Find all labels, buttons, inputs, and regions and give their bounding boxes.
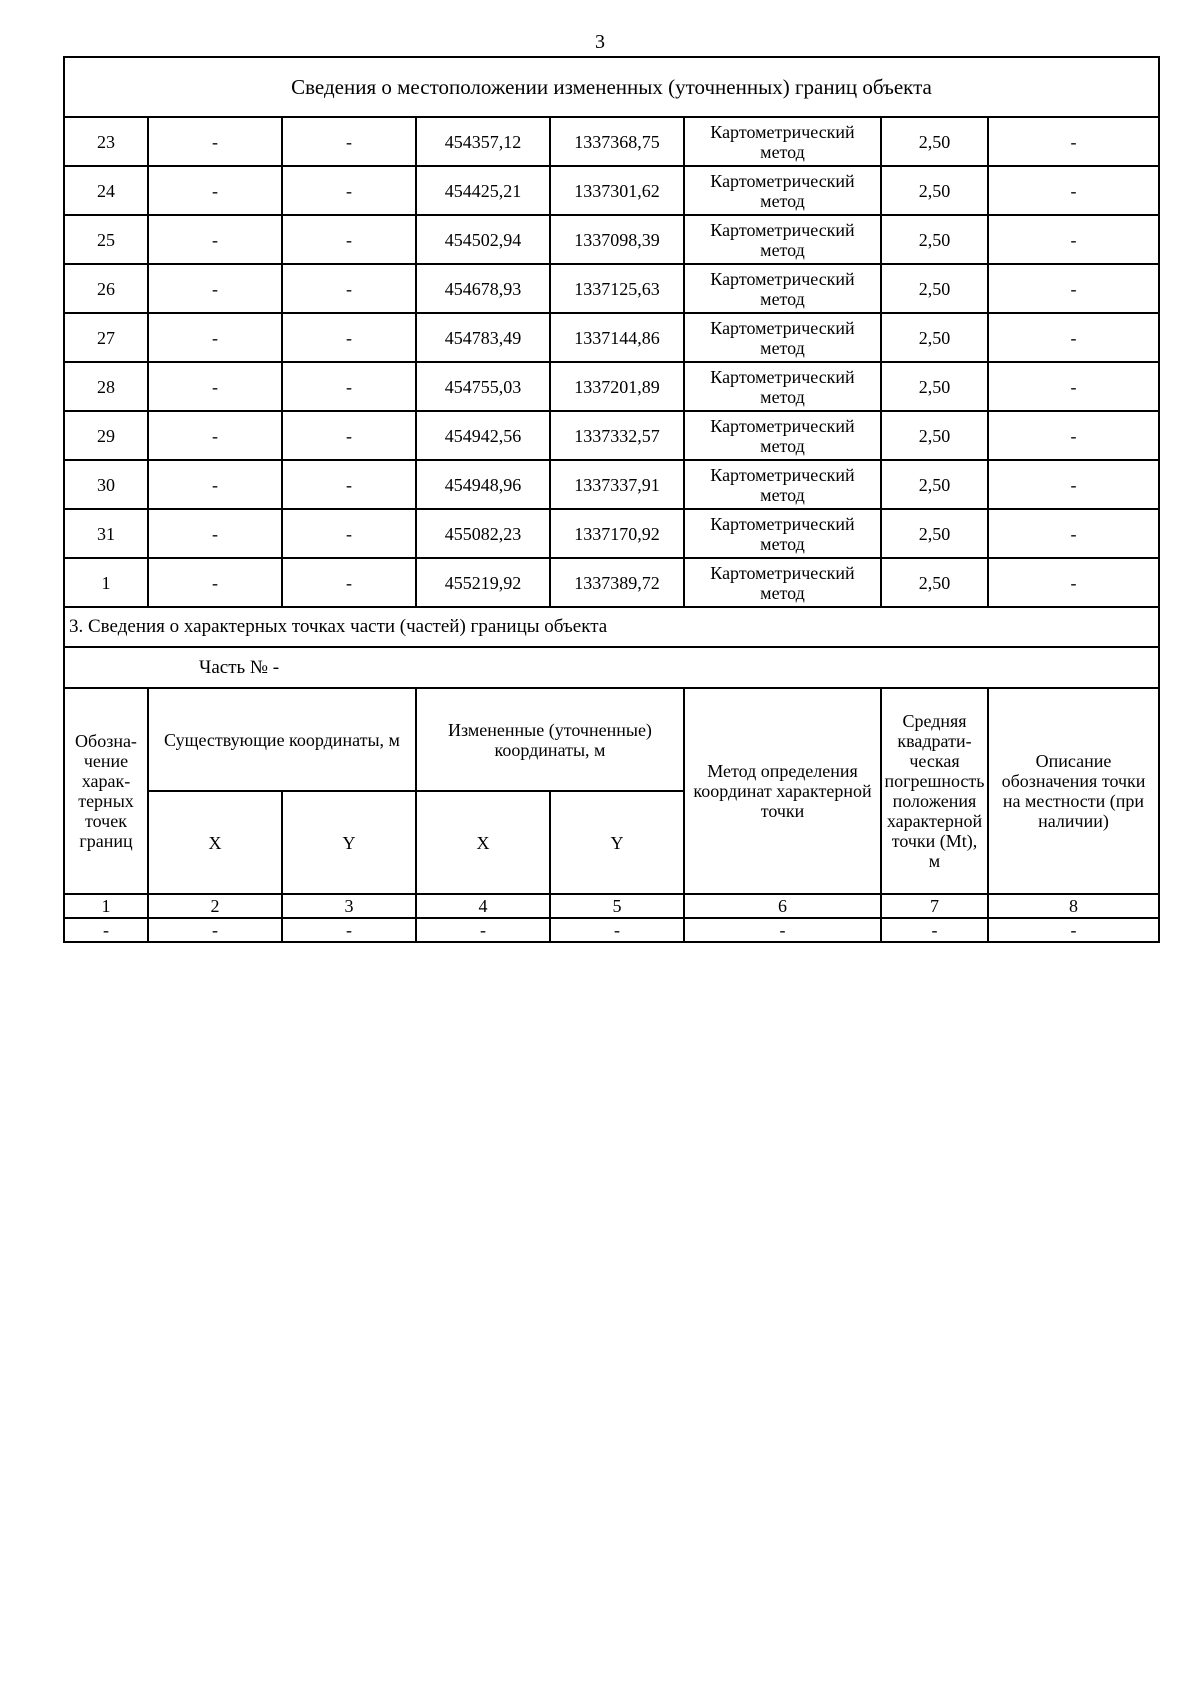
point-number: 26 (64, 264, 148, 313)
changed-y: 1337332,57 (550, 411, 684, 460)
header-row-top (64, 688, 1159, 791)
header-changed-x: X (416, 791, 550, 894)
changed-x: 454755,03 (416, 362, 550, 411)
existing-x: - (148, 558, 282, 607)
changed-x: 454942,56 (416, 411, 550, 460)
header-existing-y: Y (282, 791, 416, 894)
table-row (64, 509, 1159, 558)
existing-x: - (148, 264, 282, 313)
existing-x: - (148, 460, 282, 509)
existing-y: - (282, 117, 416, 166)
table-row (64, 558, 1159, 607)
changed-y: 1337144,86 (550, 313, 684, 362)
header-method: Метод определения координат характерной точки (684, 688, 881, 894)
existing-x: - (148, 313, 282, 362)
mse-value: 2,50 (881, 558, 988, 607)
point-description: - (988, 264, 1159, 313)
header-changed: Измененные (уточненные) координаты, м (416, 688, 684, 791)
empty-cell: - (282, 918, 416, 942)
method-cell: Картометрический метод (684, 313, 881, 362)
column-number: 5 (550, 894, 684, 918)
header-existing-x: X (148, 791, 282, 894)
existing-y: - (282, 558, 416, 607)
point-description: - (988, 313, 1159, 362)
header-changed-y: Y (550, 791, 684, 894)
point-number: 28 (64, 362, 148, 411)
mse-value: 2,50 (881, 117, 988, 166)
table-row (64, 460, 1159, 509)
header-designation: Обозна-чение харак-терных точек границ (64, 688, 148, 894)
mse-value: 2,50 (881, 362, 988, 411)
point-number: 23 (64, 117, 148, 166)
header-description: Описание обозначения точки на местности (при наличии) (988, 688, 1159, 894)
section3-title: 3. Сведения о характерных точках части (частей) границы объекта (64, 607, 1159, 647)
section3-row (64, 607, 1159, 647)
changed-x: 454948,96 (416, 460, 550, 509)
column-number: 3 (282, 894, 416, 918)
existing-y: - (282, 313, 416, 362)
existing-x: - (148, 362, 282, 411)
mse-value: 2,50 (881, 313, 988, 362)
method-cell: Картометрический метод (684, 460, 881, 509)
changed-y: 1337368,75 (550, 117, 684, 166)
column-number: 2 (148, 894, 282, 918)
column-number: 6 (684, 894, 881, 918)
mse-value: 2,50 (881, 215, 988, 264)
header-existing: Существующие координаты, м (148, 688, 416, 791)
column-numbers-row (64, 894, 1159, 918)
table-row (64, 411, 1159, 460)
section-title-row (64, 57, 1159, 117)
mse-value: 2,50 (881, 264, 988, 313)
changed-x: 454783,49 (416, 313, 550, 362)
point-description: - (988, 558, 1159, 607)
method-cell: Картометрический метод (684, 558, 881, 607)
point-description: - (988, 215, 1159, 264)
point-number: 24 (64, 166, 148, 215)
point-description: - (988, 362, 1159, 411)
point-description: - (988, 166, 1159, 215)
method-cell: Картометрический метод (684, 215, 881, 264)
mse-value: 2,50 (881, 460, 988, 509)
existing-y: - (282, 215, 416, 264)
existing-y: - (282, 411, 416, 460)
changed-y: 1337170,92 (550, 509, 684, 558)
table-row (64, 264, 1159, 313)
changed-y: 1337098,39 (550, 215, 684, 264)
existing-x: - (148, 117, 282, 166)
empty-cell: - (550, 918, 684, 942)
table-row (64, 918, 1159, 942)
changed-y: 1337337,91 (550, 460, 684, 509)
table-row (64, 166, 1159, 215)
empty-cell: - (148, 918, 282, 942)
point-number: 30 (64, 460, 148, 509)
existing-x: - (148, 411, 282, 460)
existing-x: - (148, 166, 282, 215)
point-number: 31 (64, 509, 148, 558)
existing-y: - (282, 460, 416, 509)
changed-x: 454502,94 (416, 215, 550, 264)
changed-y: 1337201,89 (550, 362, 684, 411)
column-number: 8 (988, 894, 1159, 918)
changed-x: 455219,92 (416, 558, 550, 607)
mse-value: 2,50 (881, 509, 988, 558)
changed-y: 1337301,62 (550, 166, 684, 215)
table-row (64, 215, 1159, 264)
point-description: - (988, 509, 1159, 558)
point-number: 29 (64, 411, 148, 460)
part-row (64, 647, 1159, 688)
section-title: Сведения о местоположении измененных (уточненных) границ объекта (64, 57, 1159, 117)
point-number: 27 (64, 313, 148, 362)
existing-y: - (282, 264, 416, 313)
table-row (64, 362, 1159, 411)
method-cell: Картометрический метод (684, 264, 881, 313)
method-cell: Картометрический метод (684, 362, 881, 411)
existing-y: - (282, 509, 416, 558)
point-description: - (988, 411, 1159, 460)
page-number: 3 (595, 31, 605, 53)
changed-x: 454678,93 (416, 264, 550, 313)
existing-y: - (282, 166, 416, 215)
empty-cell: - (881, 918, 988, 942)
column-number: 7 (881, 894, 988, 918)
method-cell: Картометрический метод (684, 509, 881, 558)
changed-y: 1337389,72 (550, 558, 684, 607)
existing-x: - (148, 215, 282, 264)
empty-cell: - (416, 918, 550, 942)
method-cell: Картометрический метод (684, 117, 881, 166)
empty-cell: - (684, 918, 881, 942)
table-row (64, 313, 1159, 362)
boundary-table (63, 56, 1160, 943)
empty-cell: - (988, 918, 1159, 942)
column-number: 4 (416, 894, 550, 918)
part-label: Часть № - (64, 647, 1159, 688)
method-cell: Картометрический метод (684, 166, 881, 215)
changed-x: 455082,23 (416, 509, 550, 558)
changed-x: 454357,12 (416, 117, 550, 166)
table-row (64, 117, 1159, 166)
point-description: - (988, 117, 1159, 166)
point-number: 25 (64, 215, 148, 264)
existing-x: - (148, 509, 282, 558)
mse-value: 2,50 (881, 411, 988, 460)
column-number: 1 (64, 894, 148, 918)
point-description: - (988, 460, 1159, 509)
method-cell: Картометрический метод (684, 411, 881, 460)
existing-y: - (282, 362, 416, 411)
empty-cell: - (64, 918, 148, 942)
changed-y: 1337125,63 (550, 264, 684, 313)
mse-value: 2,50 (881, 166, 988, 215)
point-number: 1 (64, 558, 148, 607)
changed-x: 454425,21 (416, 166, 550, 215)
header-mse: Средняя квадрати-ческая погрешность положения характерной точки (Mt), м (881, 688, 988, 894)
